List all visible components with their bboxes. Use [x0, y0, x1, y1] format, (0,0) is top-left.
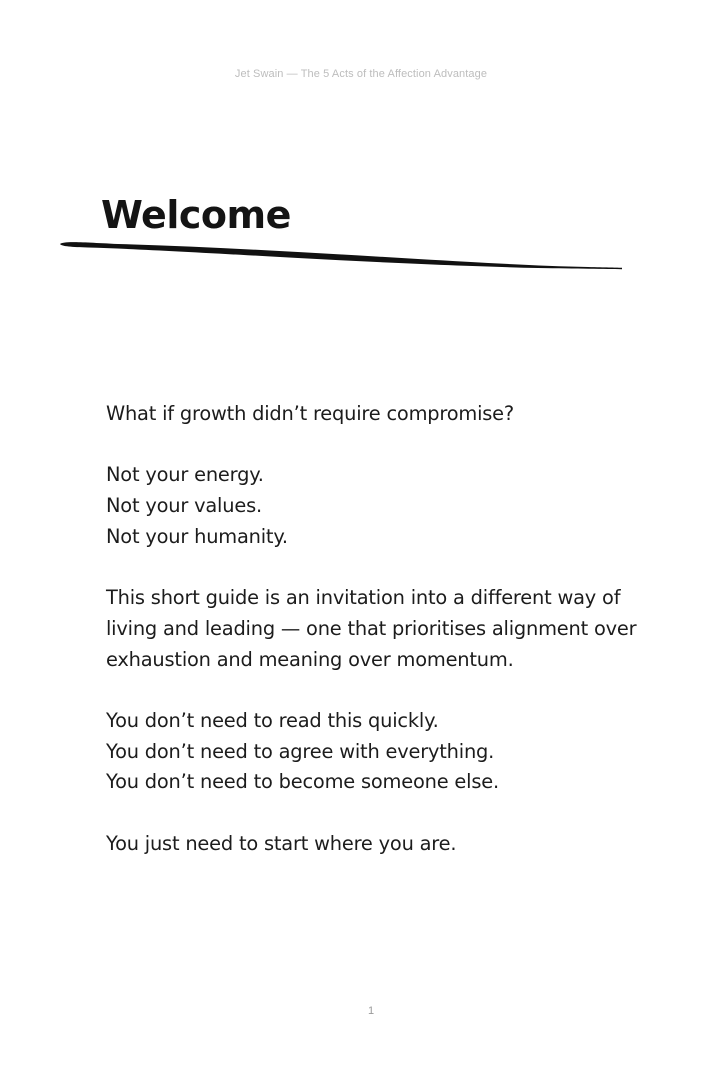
dont-list — [106, 706, 666, 798]
paragraph-line: This short guide is an invitation into a different way of — [106, 586, 621, 610]
dont-line: You don’t need to read this quickly. — [106, 708, 439, 732]
page-number: 1 — [367, 1005, 375, 1017]
closing-line: You just need to start where you are. — [106, 831, 457, 855]
closing-line-paragraph — [106, 829, 666, 860]
paragraph-line: exhaustion and meaning over momentum. — [106, 647, 514, 671]
page-title: Welcome — [101, 193, 291, 237]
title-underline-swoosh — [58, 238, 624, 272]
invitation-paragraph — [106, 583, 666, 675]
dont-line: You don’t need to agree with everything. — [106, 739, 495, 763]
running-header: Jet Swain — The 5 Acts of the Affection Advantage — [234, 68, 488, 80]
dont-line: You don’t need to become someone else. — [106, 770, 499, 794]
not-line: Not your energy. — [106, 463, 264, 487]
paragraph-line: living and leading — one that prioritises alignment over — [106, 616, 637, 640]
opening-question — [106, 399, 666, 430]
not-line: Not your values. — [106, 494, 262, 518]
not-list — [106, 460, 666, 552]
not-line: Not your humanity. — [106, 524, 288, 548]
question-line: What if growth didn’t require compromise? — [106, 402, 514, 425]
body-text — [106, 399, 666, 859]
